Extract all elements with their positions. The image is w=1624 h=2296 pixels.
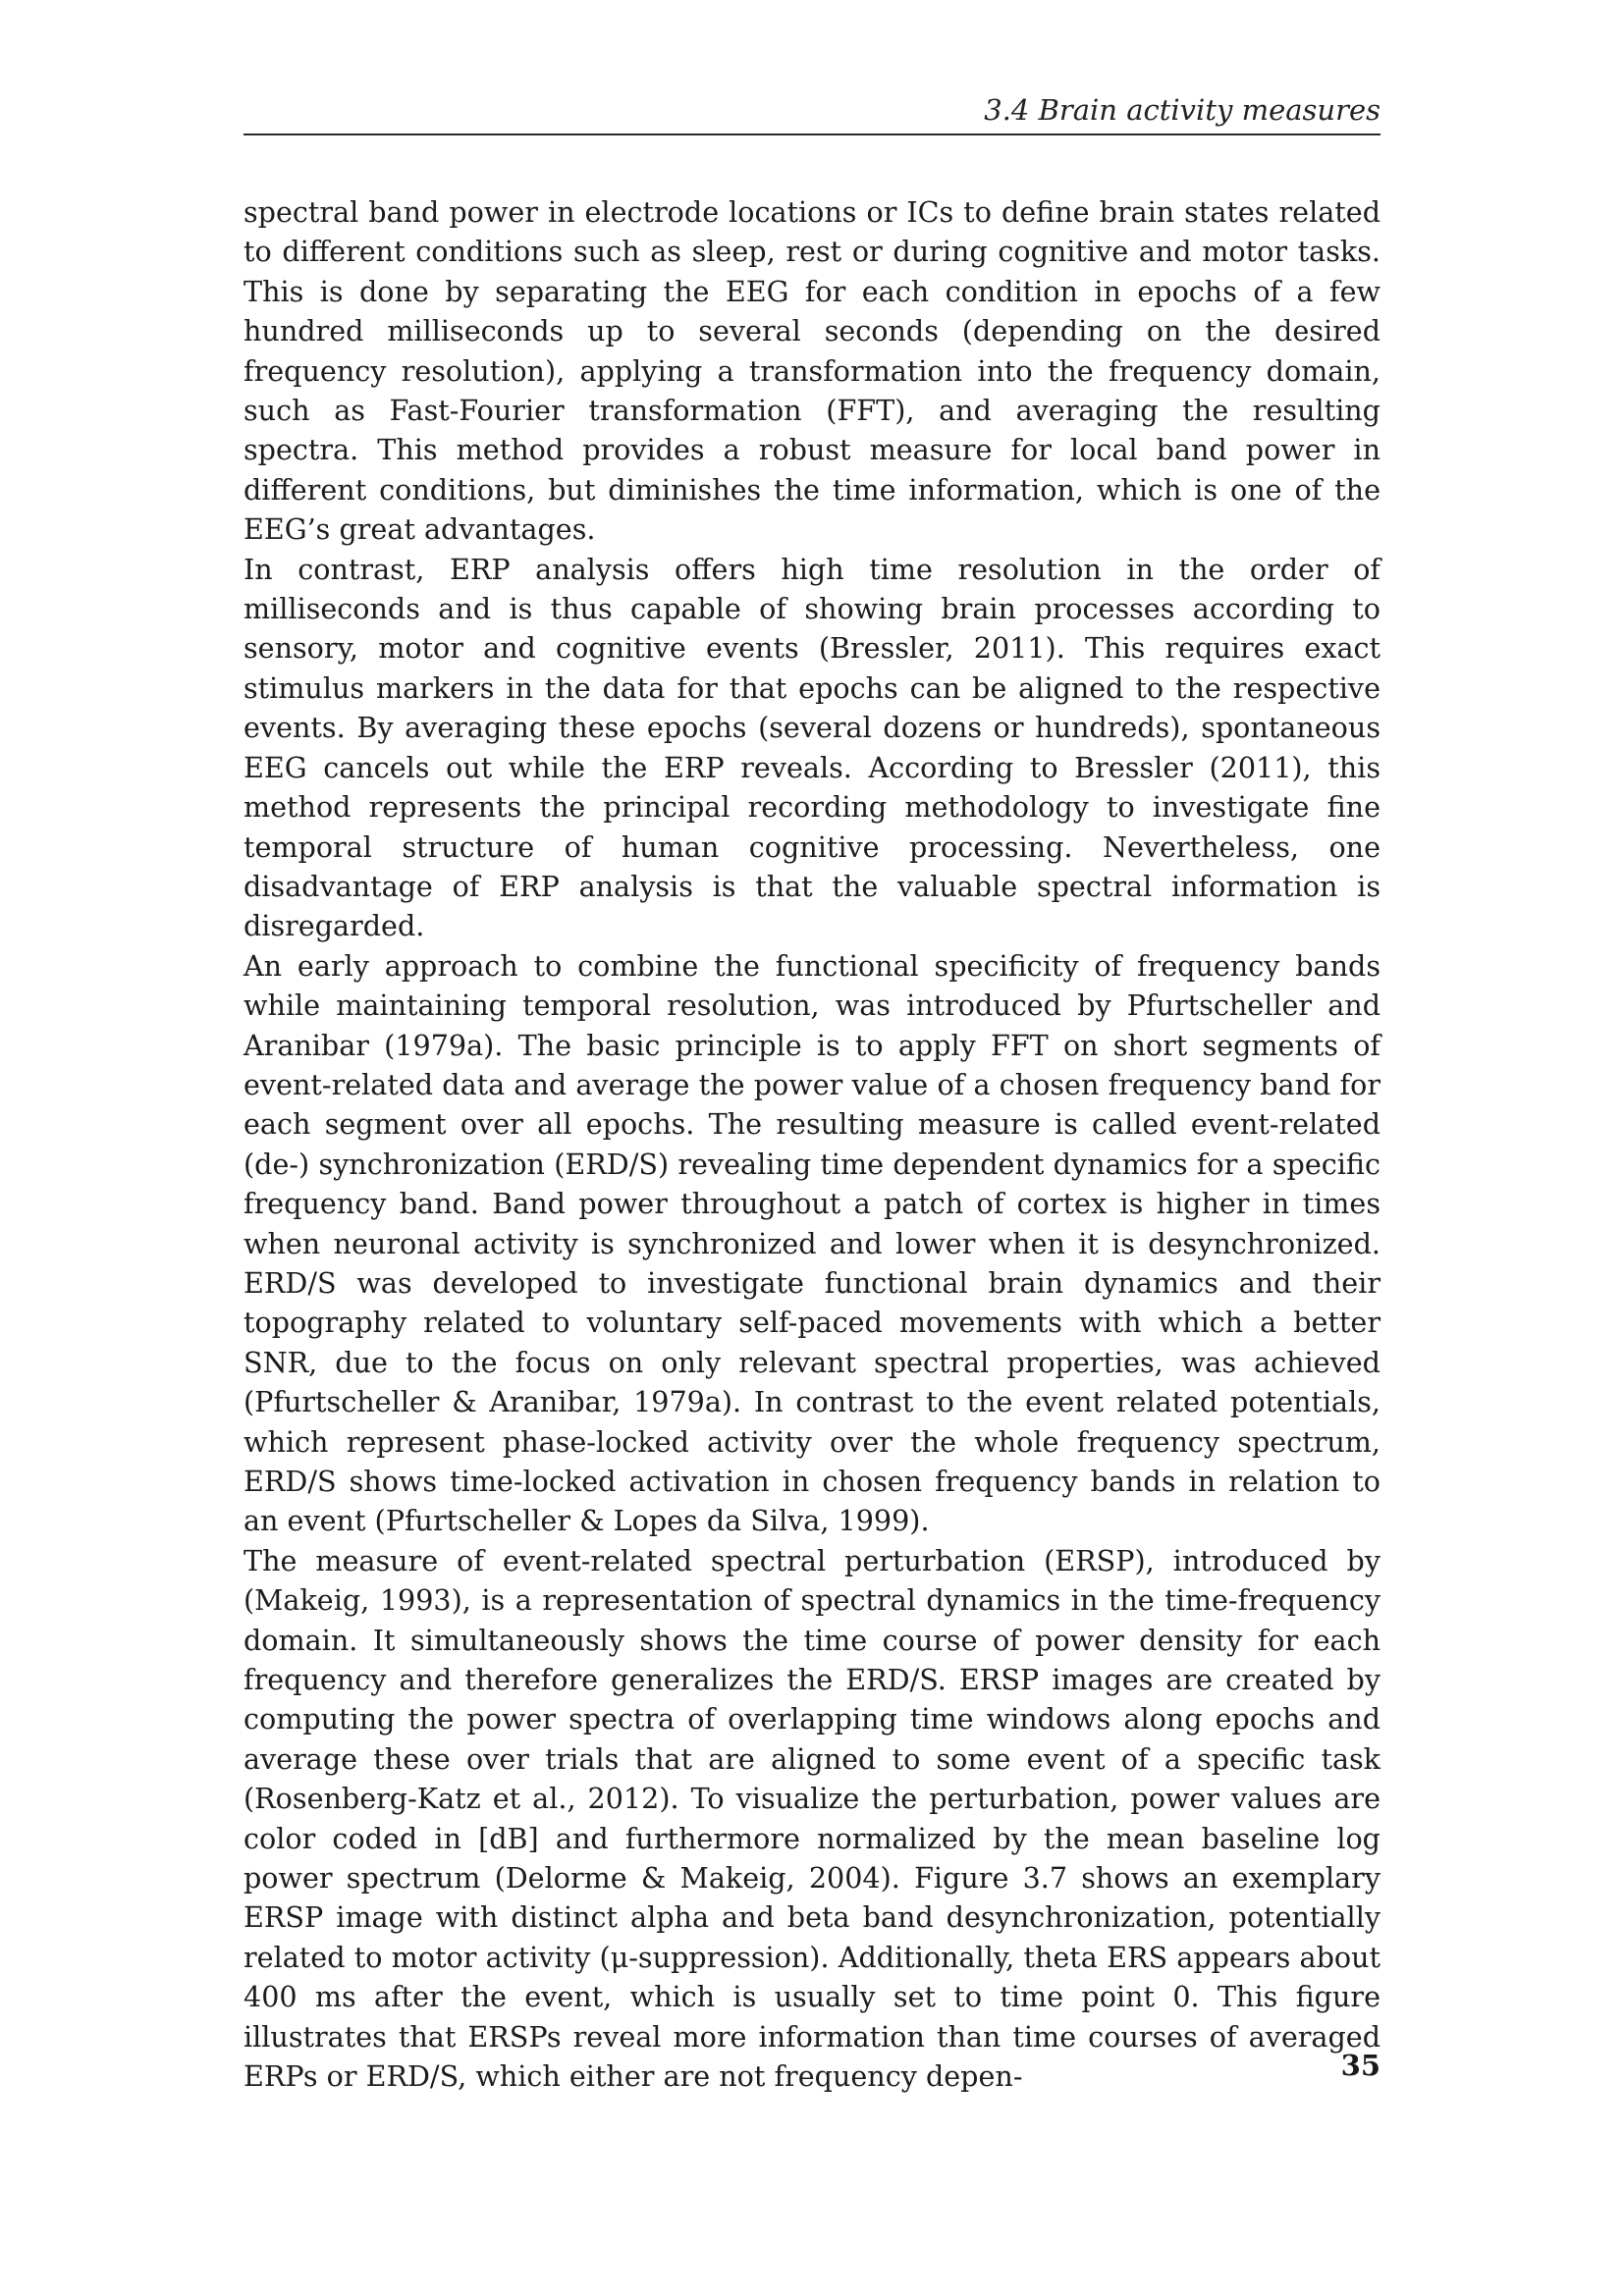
section-title: 3.4 Brain activity measures: [984, 93, 1380, 127]
paragraph-ersp: The measure of event-related spectral perturbation (ERSP), introduced by (Makeig, 1993), is a representation of spectral dynamics in the time-frequency domain. It simultaneously shows the time course of power density for each frequency and therefore generalizes the ERD/S. ERSP images are created by computing the power spectra of overlapping time windows along epochs and average these over trials that are aligned to some event of a specific task (Rosenberg-Katz et al., 2012). To visualize the perturbation, power values are color coded in [dB] and furthermore normalized by the mean baseline log power spectrum (Delorme & Makeig, 2004). Figure 3.7 shows an exemplary ERSP image with distinct alpha and beta band desynchronization, potentially related to motor activity (μ-suppression). Additionally, theta ERS appears about 400 ms after the event, which is usually set to time point 0. This figure illustrates that ERSPs reveal more information than time courses of averaged ERPs or ERD/S, which either are not frequency depen-: [244, 1543, 1380, 2094]
running-header: [244, 90, 1380, 135]
paragraph-erd-ers: An early approach to combine the functional specificity of frequency bands while maintaining temporal resolution, was introduced by Pfurtscheller and Aranibar (1979a). The basic principle is to apply FFT on short segments of event-related data and average the power value of a chosen frequency band for each segment over all epochs. The resulting measure is called event-related (de-) synchronization (ERD/S) revealing time dependent dynamics for a specific frequency band. Band power throughout a patch of cortex is higher in times when neuronal activity is synchronized and lower when it is desynchronized. ERD/S was developed to investigate functional brain dynamics and their topography related to voluntary self-paced movements with which a better SNR, due to the focus on only relevant spectral properties, was achieved (Pfurtscheller & Aranibar, 1979a). In contrast to the event related potentials, which represent phase-locked activity over the whole frequency spectrum, ERD/S shows time-locked activation in chosen frequency bands in relation to an event (Pfurtscheller & Lopes da Silva, 1999).: [244, 948, 1380, 1538]
paragraph-erp-analysis: In contrast, ERP analysis offers high time resolution in the order of milliseconds and is thus capable of showing brain processes according to sensory, motor and cognitive events (Bressler, 2011). This requires exact stimulus markers in the data for that epochs can be aligned to the respective events. By averaging these epochs (several dozens or hundreds), spontaneous EEG cancels out while the ERP reveals. According to Bressler (2011), this method represents the principal recording methodology to investigate fine temporal structure of human cognitive processing. Nevertheless, one disadvantage of ERP analysis is that the valuable spectral information is disregarded.: [244, 552, 1380, 943]
paragraph-spectral-band-power: spectral band power in electrode locations or ICs to define brain states related to different conditions such as sleep, rest or during cognitive and motor tasks. This is done by separating the EEG for each condition in epochs of a few hundred milliseconds up to several seconds (depending on the desired frequency resolution), applying a transformation into the frequency domain, such as Fast-Fourier transformation (FFT), and averaging the resulting spectra. This method provides a robust measure for local band power in different conditions, but diminishes the time information, which is one of the EEG’s great advantages.: [244, 195, 1380, 547]
page-number: 35: [1340, 2049, 1380, 2082]
body-text: [244, 192, 1380, 2097]
